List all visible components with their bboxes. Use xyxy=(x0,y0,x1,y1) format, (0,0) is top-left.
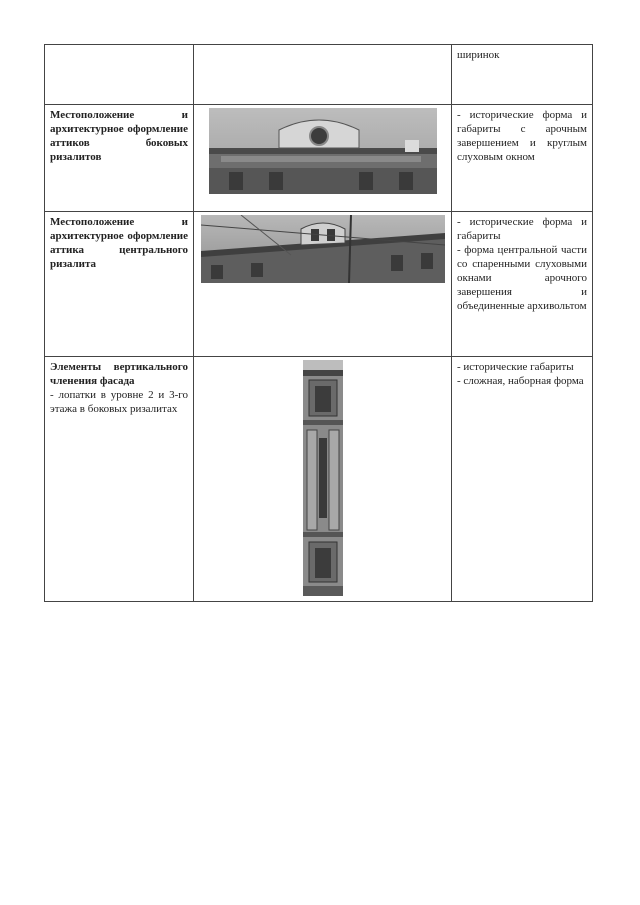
description-text: - исторические форма и габариты с арочным завершением и круглым слуховым окном xyxy=(457,109,587,163)
table-row xyxy=(45,105,593,212)
table-cell-empty xyxy=(45,45,194,105)
description-text-2: - форма центральной части со спаренными слуховыми окнами арочного завершения и объединенные архивольтом xyxy=(457,244,587,312)
element-cell xyxy=(45,105,194,212)
element-title: Местоположение и архитектурное оформление аттика центрального ризалита xyxy=(50,216,188,270)
description-text-1: - исторические форма и габариты xyxy=(457,216,587,242)
description-cell xyxy=(452,212,593,357)
description-cell xyxy=(452,105,593,212)
description-text-2: - сложная, наборная форма xyxy=(457,375,584,387)
continuation-text: ширинок xyxy=(457,49,500,61)
description-text-1: - исторические габариты xyxy=(457,361,574,373)
table-row xyxy=(45,45,593,105)
element-title: Элементы вертикального членения фасада xyxy=(50,361,188,387)
description-cell xyxy=(452,357,593,602)
element-note: - лопатки в уровне 2 и 3-го этажа в боковых ризалитах xyxy=(50,389,188,415)
attic-central-risalit-photo xyxy=(201,215,445,283)
photo-cell xyxy=(194,212,452,357)
photo-cell xyxy=(194,357,452,602)
attic-side-risalit-photo xyxy=(209,108,437,194)
table-row xyxy=(45,212,593,357)
element-cell xyxy=(45,357,194,602)
protected-elements-table xyxy=(44,44,593,602)
element-title: Местоположение и архитектурное оформление аттиков боковых ризалитов xyxy=(50,109,188,163)
element-cell xyxy=(45,212,194,357)
table-row xyxy=(45,357,593,602)
pilaster-vertical-photo xyxy=(303,360,343,596)
photo-cell xyxy=(194,105,452,212)
table-cell-empty xyxy=(194,45,452,105)
table-cell-text xyxy=(452,45,593,105)
